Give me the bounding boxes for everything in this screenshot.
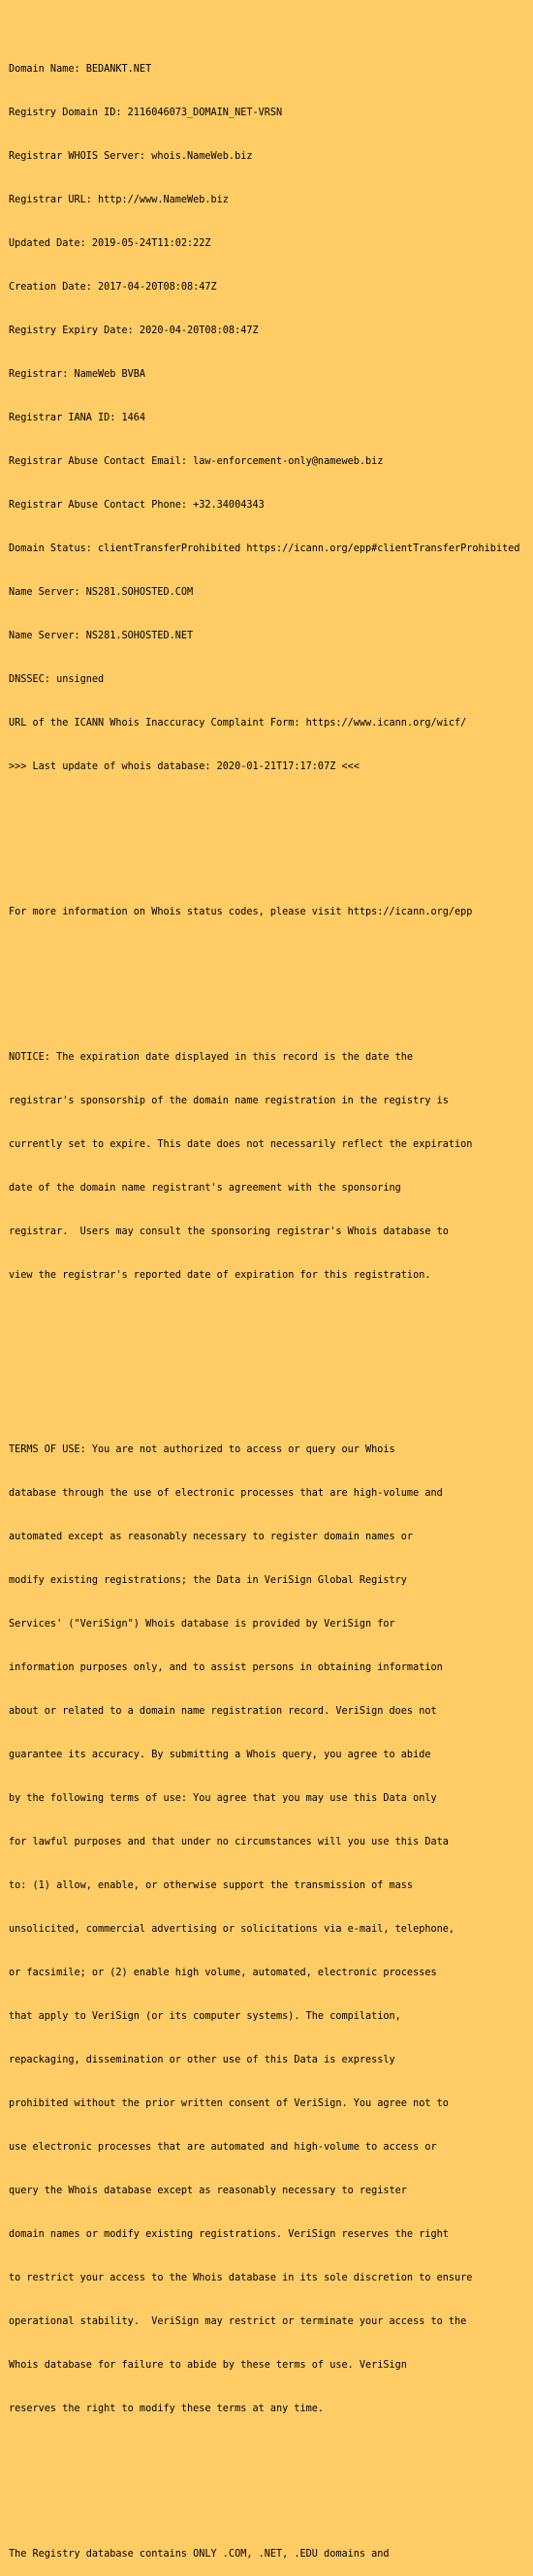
terms-line: reserves the right to modify these terms at any time. xyxy=(9,2404,325,2414)
notice-line: currently set to expire. This date does not necessarily reflect the expiration xyxy=(9,1139,473,1150)
terms-line: guarantee its accuracy. By submitting a Whois query, you agree to abide xyxy=(9,1750,431,1760)
field-domain-status: Domain Status: clientTransferProhibited https://icann.org/epp#clientTransferProhibited xyxy=(9,543,520,554)
status-note: For more information on Whois status codes, please visit https://icann.org/epp xyxy=(9,907,473,917)
terms-line: Whois database for failure to abide by these terms of use. VeriSign xyxy=(9,2360,407,2371)
notice-line: NOTICE: The expiration date displayed in this record is the date the xyxy=(9,1052,414,1063)
spacer xyxy=(9,847,528,861)
spacer xyxy=(9,963,528,978)
terms-line: unsolicited, commercial advertising or solicitations via e-mail, telephone, xyxy=(9,1924,455,1935)
field-updated-date: Updated Date: 2019-05-24T11:02:22Z xyxy=(9,238,211,249)
terms-line: modify existing registrations; the Data in VeriSign Global Registry xyxy=(9,1575,407,1586)
notice-line: view the registrar's reported date of expiration for this registration. xyxy=(9,1270,431,1281)
field-abuse-contact-phone: Registrar Abuse Contact Phone: +32.34004343 xyxy=(9,500,265,511)
terms-line: to: (1) allow, enable, or otherwise support the transmission of mass xyxy=(9,1880,414,1891)
terms-line: TERMS OF USE: You are not authorized to access or query our Whois xyxy=(9,1444,395,1455)
notice-paragraph xyxy=(9,1021,528,1312)
terms-line: that apply to VeriSign (or its computer systems). The compilation, xyxy=(9,2011,401,2022)
field-dnssec: DNSSEC: unsigned xyxy=(9,674,105,685)
terms-line: by the following terms of use: You agree that you may use this Data only xyxy=(9,1793,437,1804)
terms-line: database through the use of electronic processes that are high-volume and xyxy=(9,1488,443,1499)
field-domain-name: Domain Name: BEDANKT.NET xyxy=(9,64,152,75)
terms-line: prohibited without the prior written consent of VeriSign. You agree not to xyxy=(9,2098,449,2109)
field-creation-date: Creation Date: 2017-04-20T08:08:47Z xyxy=(9,282,217,293)
field-icann-complaint-url: URL of the ICANN Whois Inaccuracy Complaint Form: https://www.icann.org/wicf/ xyxy=(9,718,467,729)
field-registrar-url: Registrar URL: http://www.NameWeb.biz xyxy=(9,195,229,205)
field-registry-domain-id: Registry Domain ID: 2116046073_DOMAIN_NET-VRSN xyxy=(9,108,283,118)
terms-line: Services' ("VeriSign") Whois database is provided by VeriSign for xyxy=(9,1619,395,1629)
spacer xyxy=(9,1355,528,1370)
field-name-server-1: Name Server: NS281.SOHOSTED.COM xyxy=(9,587,194,598)
whois-record xyxy=(9,4,528,2576)
terms-line: to restrict your access to the Whois database in its sole discretion to ensure xyxy=(9,2273,473,2283)
terms-line: domain names or modify existing registrations. VeriSign reserves the right xyxy=(9,2229,449,2240)
terms-line: for lawful purposes and that under no circumstances will you use this Data xyxy=(9,1837,449,1847)
field-name-server-2: Name Server: NS281.SOHOSTED.NET xyxy=(9,631,194,641)
terms-of-use-paragraph xyxy=(9,1413,528,2445)
terms-line: query the Whois database except as reasonably necessary to register xyxy=(9,2186,407,2196)
terms-line: repackaging, dissemination or other use of this Data is expressly xyxy=(9,2055,395,2065)
notice-line: registrar. Users may consult the sponsoring registrar's Whois database to xyxy=(9,1226,449,1237)
terms-line: or facsimile; or (2) enable high volume, automated, electronic processes xyxy=(9,1968,437,1978)
spacer xyxy=(9,2489,528,2503)
registry-note: The Registry database contains ONLY .COM, .NET, .EDU domains and xyxy=(9,2549,390,2560)
field-registrar-iana-id: Registrar IANA ID: 1464 xyxy=(9,413,146,423)
terms-line: operational stability. VeriSign may restrict or terminate your access to the xyxy=(9,2316,467,2327)
terms-line: about or related to a domain name registration record. VeriSign does not xyxy=(9,1706,437,1717)
field-registry-expiry-date: Registry Expiry Date: 2020-04-20T08:08:47Z xyxy=(9,326,259,336)
field-last-update: >>> Last update of whois database: 2020-01-21T17:17:07Z <<< xyxy=(9,761,360,772)
terms-line: information purposes only, and to assist persons in obtaining information xyxy=(9,1662,443,1673)
record-fields xyxy=(9,33,528,803)
terms-line: use electronic processes that are automated and high-volume to access or xyxy=(9,2142,437,2153)
notice-line: registrar's sponsorship of the domain name registration in the registry is xyxy=(9,1096,449,1106)
terms-line: automated except as reasonably necessary to register domain names or xyxy=(9,1532,414,1542)
field-registrar: Registrar: NameWeb BVBA xyxy=(9,369,146,380)
field-abuse-contact-email: Registrar Abuse Contact Email: law-enforcement-only@nameweb.biz xyxy=(9,456,384,467)
field-registrar-whois-server: Registrar WHOIS Server: whois.NameWeb.biz xyxy=(9,151,253,162)
notice-line: date of the domain name registrant's agreement with the sponsoring xyxy=(9,1183,401,1194)
